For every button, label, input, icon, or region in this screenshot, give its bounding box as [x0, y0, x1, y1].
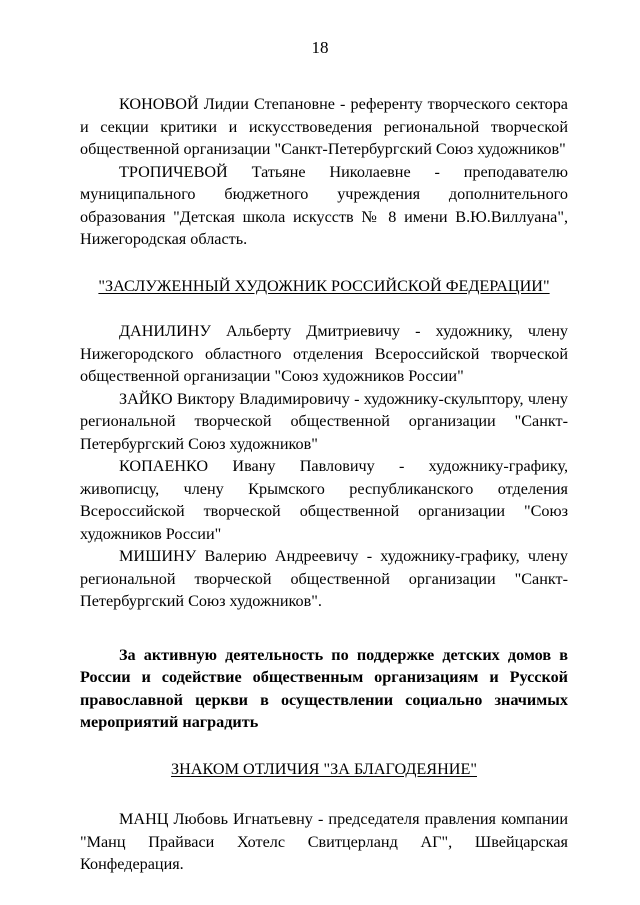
award-entry-danilin: ДАНИЛИНУ Альберту Дмитриевичу - художнику, члену Нижегородского областного отделения Всероссийской творческой общественной организации "Союз художников России" — [80, 322, 568, 385]
section-heading-honored-artist: "ЗАСЛУЖЕННЫЙ ХУДОЖНИК РОССИЙСКОЙ ФЕДЕРАЦИИ" — [98, 276, 550, 295]
document-body — [80, 93, 568, 876]
award-entry-mishin: МИШИНУ Валерию Андреевичу - художнику-графику, члену региональной творческой общественной организации "Санкт-Петербургский Союз художников". — [80, 547, 568, 610]
decree-statement: За активную деятельность по поддержке детских домов в России и содействие общественным организациям и Русской православной церкви в осуществлении социально значимых мероприятий наградить — [80, 645, 568, 731]
award-entry-kopaenko: КОПАЕНКО Ивану Павловичу - художнику-графику, живописцу, члену Крымского республиканского отделения Всероссийской творческой общественной организации "Союз художников России" — [80, 457, 568, 543]
page-number: 18 — [311, 38, 329, 57]
section-heading-charity-badge: ЗНАКОМ ОТЛИЧИЯ "ЗА БЛАГОДЕЯНИЕ" — [171, 759, 477, 778]
award-entry-manz: МАНЦ Любовь Игнатьевну - председателя правления компании "Манц Прайваси Хотелс Свитцерланд АГ", Швейцарская Конфедерация. — [80, 810, 568, 873]
award-entry-zaiko: ЗАЙКО Виктору Владимировичу - художнику-скульптору, члену региональной творческой общественной организации "Санкт-Петербургский Союз художников" — [80, 389, 568, 453]
award-entry-tropicheva: ТРОПИЧЕВОЙ Татьяне Николаевне - преподавателю муниципального бюджетного учреждения дополнительного образования "Детская школа искусств № 8 имени В.Ю.Виллуана", Нижегородская область. — [80, 162, 568, 248]
award-entry-konova: КОНОВОЙ Лидии Степановне - референту творческого сектора и секции критики и искусствоведения региональной творческой общественной организации "Санкт-Петербургский Союз художников" — [80, 95, 568, 158]
